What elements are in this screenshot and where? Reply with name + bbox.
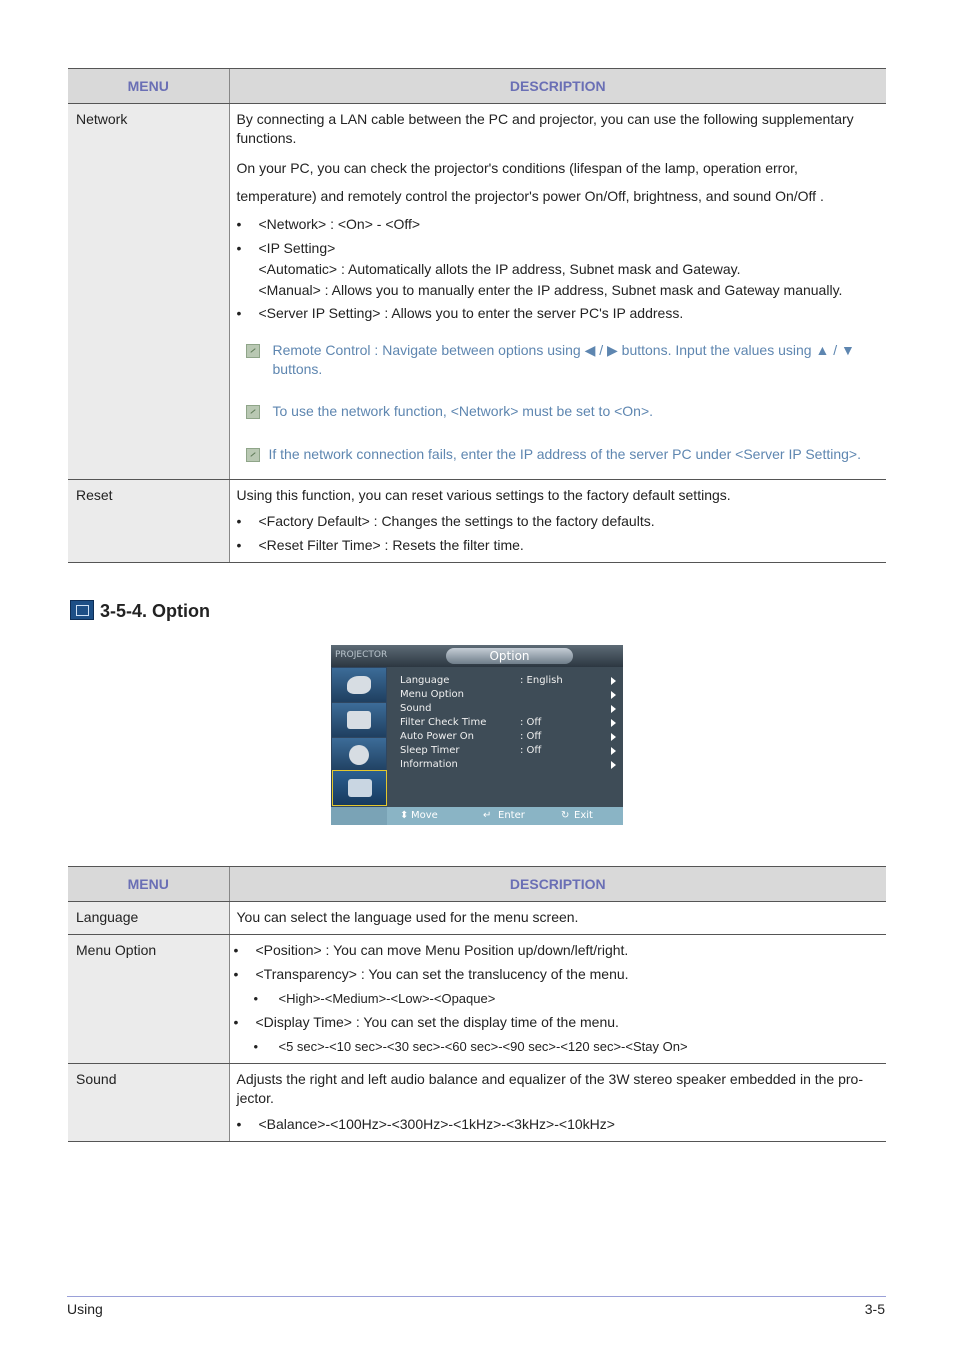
osd-item-menu-option: Menu Option [400, 689, 465, 700]
enter-icon: ↵ [483, 810, 492, 821]
note-text: If the network connection fails, enter the IP address of the server PC under <Server IP Setting>. [268, 446, 861, 462]
menu-header: MENU [68, 69, 229, 104]
menu-option-bullet-list [234, 941, 879, 1056]
note-network-on [237, 402, 879, 421]
osd-item-filter-check-time: Filter Check Time [400, 717, 487, 728]
note-text: To use the network function, <Network> must be set to <On>. [272, 403, 654, 419]
picture-setup-icon [332, 668, 386, 702]
osd-value-auto-power-on: : Off [520, 731, 542, 742]
network-bullet-list [237, 215, 879, 323]
description-cell-reset [229, 480, 886, 563]
table-row [68, 935, 886, 1064]
osd-help-bar [331, 807, 623, 825]
osd-value-sleep-timer: : Off [520, 745, 542, 756]
sound-paragraph: Adjusts the right and left audio balance and equalizer of the 3W stereo speaker embedded in the pro-jector. [236, 1071, 864, 1106]
move-icon: ⬍ [400, 810, 409, 821]
menu-cell-menu-option: Menu Option [68, 935, 229, 1064]
list-item: • <Network> : <On> - <Off> [237, 215, 879, 234]
table-row [68, 1064, 886, 1142]
osd-brand: PROJECTOR [335, 650, 388, 660]
table-row [68, 480, 886, 563]
reset-bullet-list [237, 512, 879, 555]
gear-icon [332, 738, 386, 772]
description-header: DESCRIPTION [229, 69, 886, 104]
option-icon [332, 770, 387, 806]
osd-item-auto-power-on: Auto Power On [400, 731, 475, 742]
menu-cell-sound: Sound [68, 1064, 229, 1142]
option-table [68, 866, 886, 1142]
note-icon [246, 448, 260, 462]
list-item: • <Server IP Setting> : Allows you to enter the server PC's IP address. [237, 304, 879, 323]
option-section-icon [70, 600, 94, 620]
osd-value-language: : English [520, 675, 563, 686]
osd-exit-label: Exit [574, 810, 593, 821]
menu-cell-reset: Reset [68, 480, 229, 563]
network-paragraph-1: By connecting a LAN cable between the PC and projector, you can use the following supplementary functions. [236, 111, 854, 146]
osd-sidebar [331, 667, 387, 807]
chevron-right-icon [611, 747, 616, 755]
ip-automatic-line: <Automatic> : Automatically allots the IP address, Subnet mask and Gateway. [258, 261, 741, 277]
footer-chapter: Using [67, 1301, 103, 1317]
list-item: • <5 sec>-<10 sec>-<30 sec>-<60 sec>-<90 sec>-<120 sec>-<Stay On> [234, 1037, 879, 1056]
description-cell-sound [229, 1064, 886, 1142]
osd-item-sleep-timer: Sleep Timer [400, 745, 460, 756]
exit-icon: ↻ [561, 810, 570, 821]
screen-icon [332, 703, 386, 737]
network-reset-table [68, 68, 886, 563]
reset-paragraph: Using this function, you can reset various settings to the factory default settings. [236, 487, 731, 503]
chevron-right-icon [611, 691, 616, 699]
list-item: • <High>-<Medium>-<Low>-<Opaque> [234, 989, 879, 1008]
osd-help-bar-left [331, 807, 387, 825]
description-cell-network [229, 104, 886, 480]
menu-cell-language: Language [68, 902, 229, 935]
menu-header: MENU [68, 867, 229, 902]
ip-setting-line: • <IP Setting> [258, 240, 336, 256]
page-number: 3-5 [864, 1301, 885, 1317]
note-remote-control [237, 341, 879, 379]
list-item: • <Reset Filter Time> : Resets the filter time. [237, 536, 879, 555]
list-item: • <Factory Default> : Changes the settings to the factory defaults. [237, 512, 879, 531]
description-header: DESCRIPTION [229, 867, 886, 902]
osd-item-sound: Sound [400, 703, 432, 714]
list-item [237, 239, 879, 300]
osd-title-bar [331, 645, 623, 667]
footer-divider [67, 1296, 886, 1297]
note-connection-fails [237, 445, 879, 464]
section-title: 3-5-4. Option [100, 601, 211, 621]
osd-title: Option [446, 648, 573, 664]
chevron-right-icon [611, 733, 616, 741]
menu-cell-network: Network [68, 104, 229, 480]
list-item: • <Display Time> : You can set the display time of the menu. [234, 1013, 879, 1032]
list-item: • <Balance>-<100Hz>-<300Hz>-<1kHz>-<3kHz>-<10kHz> [237, 1115, 879, 1134]
osd-enter-label: Enter [498, 810, 525, 821]
note-icon [246, 405, 260, 419]
chevron-right-icon [611, 719, 616, 727]
network-paragraph-2: On your PC, you can check the projector's conditions (lifespan of the lamp, operation error, [236, 160, 798, 176]
description-cell-menu-option [229, 935, 886, 1064]
chevron-right-icon [611, 677, 616, 685]
list-item: • <Position> : You can move Menu Position up/down/left/right. [234, 941, 879, 960]
description-cell-language: You can select the language used for the menu screen. [229, 902, 886, 935]
chevron-right-icon [611, 761, 616, 769]
option-menu-screenshot [331, 645, 623, 825]
list-item: • <Transparency> : You can set the translucency of the menu. [234, 965, 879, 984]
ip-manual-line: <Manual> : Allows you to manually enter the IP address, Subnet mask and Gateway manually. [258, 282, 843, 298]
note-icon [246, 344, 260, 358]
chevron-right-icon [611, 705, 616, 713]
table-row [68, 104, 886, 480]
osd-move-label: Move [411, 810, 438, 821]
osd-item-information: Information [400, 759, 458, 770]
table-row [68, 902, 886, 935]
sound-bullet-list [237, 1115, 879, 1134]
note-text: Remote Control : Navigate between options using ◀ / ▶ buttons. Input the values using ▲ / ▼ buttons. [272, 342, 855, 377]
network-paragraph-3: temperature) and remotely control the projector's power On/Off, brightness, and sound On/Off . [236, 188, 824, 204]
osd-value-filter-check-time: : Off [520, 717, 542, 728]
osd-item-language: Language [400, 675, 450, 686]
